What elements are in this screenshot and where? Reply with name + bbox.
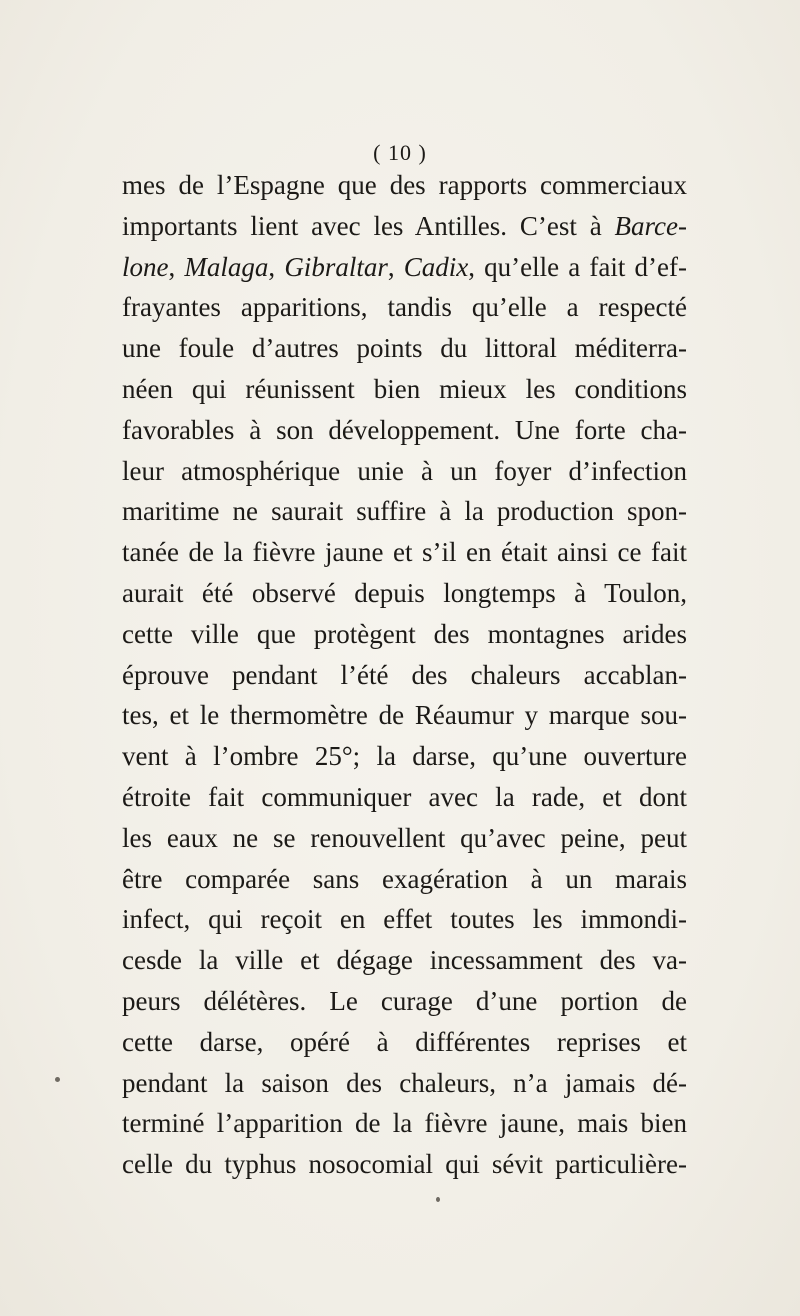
text-line — [122, 818, 687, 859]
text-run: favorables à son développement. Une forte cha- — [122, 414, 687, 445]
italic-place-name: Gibraltar — [284, 251, 388, 282]
text-run: les eaux ne se renouvellent qu’avec peine, peut — [122, 822, 687, 853]
italic-place-name: Malaga — [184, 251, 269, 282]
text-run: leur atmosphérique unie à un foyer d’infection — [122, 455, 687, 486]
text-run: importants lient avec les Antilles. C’est à — [122, 210, 615, 241]
text-run: éprouve pendant l’été des chaleurs accablan- — [122, 659, 687, 690]
text-run: peurs délétères. Le curage d’une portion de — [122, 985, 687, 1016]
text-run: frayantes apparitions, tandis qu’elle a respecté — [122, 292, 687, 323]
text-run: , — [268, 251, 285, 282]
text-line — [122, 1063, 687, 1104]
text-run: mes de l’Espagne que des rapports commerciaux — [122, 170, 687, 200]
text-line — [122, 736, 687, 777]
text-line — [122, 491, 687, 532]
text-line — [122, 165, 687, 206]
text-run: infect, qui reçoit en effet toutes les immondi- — [122, 904, 687, 935]
ink-speck — [436, 1197, 440, 1202]
text-run: néen qui réunissent bien mieux les conditions — [122, 373, 687, 404]
text-line — [122, 287, 687, 328]
text-line — [122, 247, 687, 288]
text-line — [122, 573, 687, 614]
text-line — [122, 451, 687, 492]
text-line — [122, 532, 687, 573]
text-run: cette darse, opéré à différentes reprises et — [122, 1026, 687, 1057]
text-line — [122, 369, 687, 410]
text-run: , — [387, 251, 404, 282]
text-run: être comparée sans exagération à un marais — [122, 863, 687, 894]
italic-place-name: lone — [122, 251, 169, 282]
text-run: cette ville que protègent des montagnes arides — [122, 618, 687, 649]
text-run: maritime ne saurait suffire à la production spon- — [122, 496, 687, 527]
text-run: cesde la ville et dégage incessamment des va- — [122, 945, 687, 976]
body-text — [122, 165, 687, 1185]
italic-place-name: Barce- — [614, 210, 687, 241]
text-line — [122, 655, 687, 696]
text-run: tes, et le thermomètre de Réaumur y marque sou- — [122, 700, 687, 731]
italic-place-name: Cadix — [403, 251, 469, 282]
text-line — [122, 1144, 687, 1185]
text-line — [122, 859, 687, 900]
text-run: aurait été observé depuis longtemps à Toulon, — [122, 577, 687, 608]
text-run: vent à l’ombre 25°; la darse, qu’une ouverture — [122, 741, 687, 772]
text-line — [122, 614, 687, 655]
text-run: une foule d’autres points du littoral méditerra- — [122, 333, 687, 364]
text-run: celle du typhus nosocomial qui sévit particulière- — [122, 1149, 687, 1180]
text-run: , — [168, 251, 185, 282]
text-line — [122, 940, 687, 981]
text-line — [122, 1103, 687, 1144]
text-line — [122, 328, 687, 369]
text-line — [122, 899, 687, 940]
text-line — [122, 1022, 687, 1063]
text-line — [122, 695, 687, 736]
text-run: étroite fait communiquer avec la rade, et dont — [122, 781, 687, 812]
page-number: ( 10 ) — [373, 140, 427, 165]
text-line — [122, 206, 687, 247]
text-run: , qu’elle a fait d’ef- — [468, 251, 687, 282]
text-run: terminé l’apparition de la fièvre jaune, mais bien — [122, 1108, 687, 1139]
text-line — [122, 410, 687, 451]
text-run: tanée de la fièvre jaune et s’il en était ainsi ce fait — [122, 537, 687, 568]
ink-speck — [55, 1077, 60, 1082]
text-run: pendant la saison des chaleurs, n’a jamais dé- — [122, 1067, 687, 1098]
text-line — [122, 981, 687, 1022]
text-line — [122, 777, 687, 818]
